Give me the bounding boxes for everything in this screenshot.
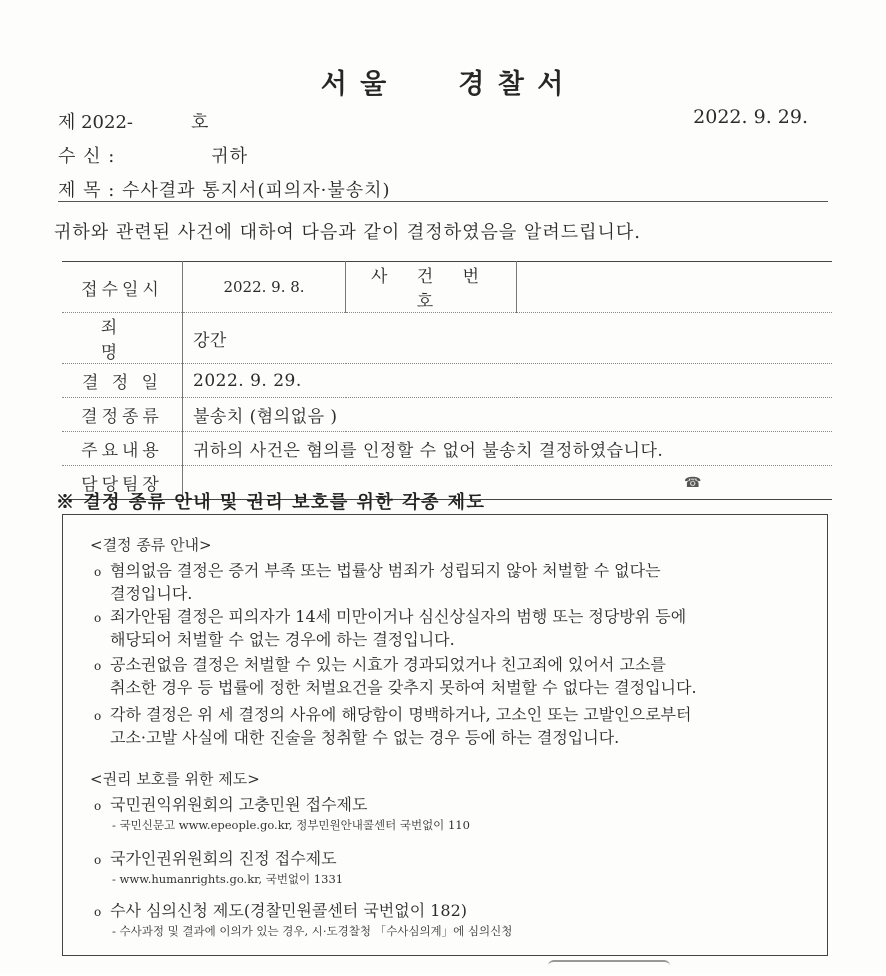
bullet-mark: o (94, 659, 102, 673)
header-divider (58, 201, 828, 202)
list-item: o 수사 심의신청 제도(경찰민원콜센터 국번없이 182) - 수사과정 및 결과에 이의가 있는 경우, 시·도경찰청 「수사심의계」에 심의신청 (94, 901, 513, 938)
bullet-mark: o (94, 709, 102, 723)
table-row (62, 432, 832, 466)
rights-protection-title: <권리 보호를 위한 제도> (90, 770, 260, 788)
table-row (62, 262, 832, 313)
bullet-mark: o (94, 905, 102, 919)
summary-value: 귀하의 사건은 혐의를 인정할 수 없어 불송치 결정하였습니다. (183, 432, 833, 466)
charge-label: 죄 명 (62, 313, 183, 364)
document-title (0, 62, 886, 101)
summary-label: 주요내용 (62, 432, 183, 466)
document-date: 2022. 9. 29. (693, 106, 808, 128)
officer-label: 담당팀장 (62, 466, 183, 500)
title-station: 경 찰 서 (458, 69, 566, 100)
bullet-mark: o (94, 799, 102, 813)
decision-types-title: <결정 종류 안내> (90, 536, 212, 554)
reception-date-label: 접수일시 (62, 262, 183, 313)
case-info-table (62, 261, 832, 500)
list-item: o 각하 결정은 위 세 결정의 사유에 해당함이 명백하거나, 고소인 또는 고발인으로부터 고소·고발 사실에 대한 진술을 청취할 수 없는 경우 등에 하는 결정입니다. (94, 705, 692, 747)
decision-date-label: 결 정 일 (62, 364, 183, 398)
table-row (62, 398, 832, 432)
recipient-suffix: 귀하 (211, 146, 249, 167)
table-row (62, 313, 832, 364)
list-item: o 국가인권위원회의 진정 접수제도 - www.humanrights.go.kr, 국번없이 1331 (94, 849, 344, 886)
document-number (58, 108, 208, 134)
charge-value: 강간 (183, 313, 833, 364)
recipient-prefix: 수 신 : (58, 146, 116, 167)
list-item: o 혐의없음 결정은 증거 부족 또는 법률상 범죄가 성립되지 않아 처벌할 수 없다는 결정입니다. (94, 561, 661, 603)
bullet-mark: o (94, 565, 102, 579)
list-item: o 공소권없음 결정은 처벌할 수 있는 시효가 경과되었거나 친고죄에 있어서 고소를 취소한 경우 등 법률에 정한 처벌요건을 갖추지 못하여 처벌할 수 없다는 결정입니다. (94, 655, 697, 697)
recipient-line (58, 142, 248, 168)
notice-heading: ※ 결정 종류 안내 및 권리 보호를 위한 각종 제도 (56, 492, 486, 513)
subject-line: 제 목 : 수사결과 통지서(피의자·불송치) (58, 180, 391, 201)
bullet-mark: o (94, 611, 102, 625)
phone-icon: ☎ (684, 474, 702, 491)
decision-type-label: 결정종류 (62, 398, 183, 432)
list-item: o 국민권익위원회의 고충민원 접수제도 - 국민신문고 www.epeople.go.kr, 정부민원안내콜센터 국번없이 110 (94, 795, 470, 832)
title-city: 서 울 (320, 69, 389, 100)
intro-text: 귀하와 관련된 사건에 대하여 다음과 같이 결정하였음을 알려드립니다. (54, 222, 642, 243)
reception-date-value: 2022. 9. 8. (183, 262, 346, 313)
document-number-prefix: 제 2022- (58, 112, 134, 133)
table-row (62, 364, 832, 398)
decision-date-value: 2022. 9. 29. (183, 364, 833, 398)
case-number-value (517, 262, 833, 313)
list-item: o 죄가안됨 결정은 피의자가 14세 미만이거나 심신상실자의 범행 또는 정당방위 등에 해당되어 처벌할 수 없는 경우에 하는 결정입니다. (94, 607, 687, 649)
decision-type-value: 불송치 (혐의없음 ) (183, 398, 833, 432)
bullet-mark: o (94, 853, 102, 867)
document-number-suffix: 호 (191, 112, 209, 133)
case-number-label: 사 건 번 호 (346, 262, 517, 313)
